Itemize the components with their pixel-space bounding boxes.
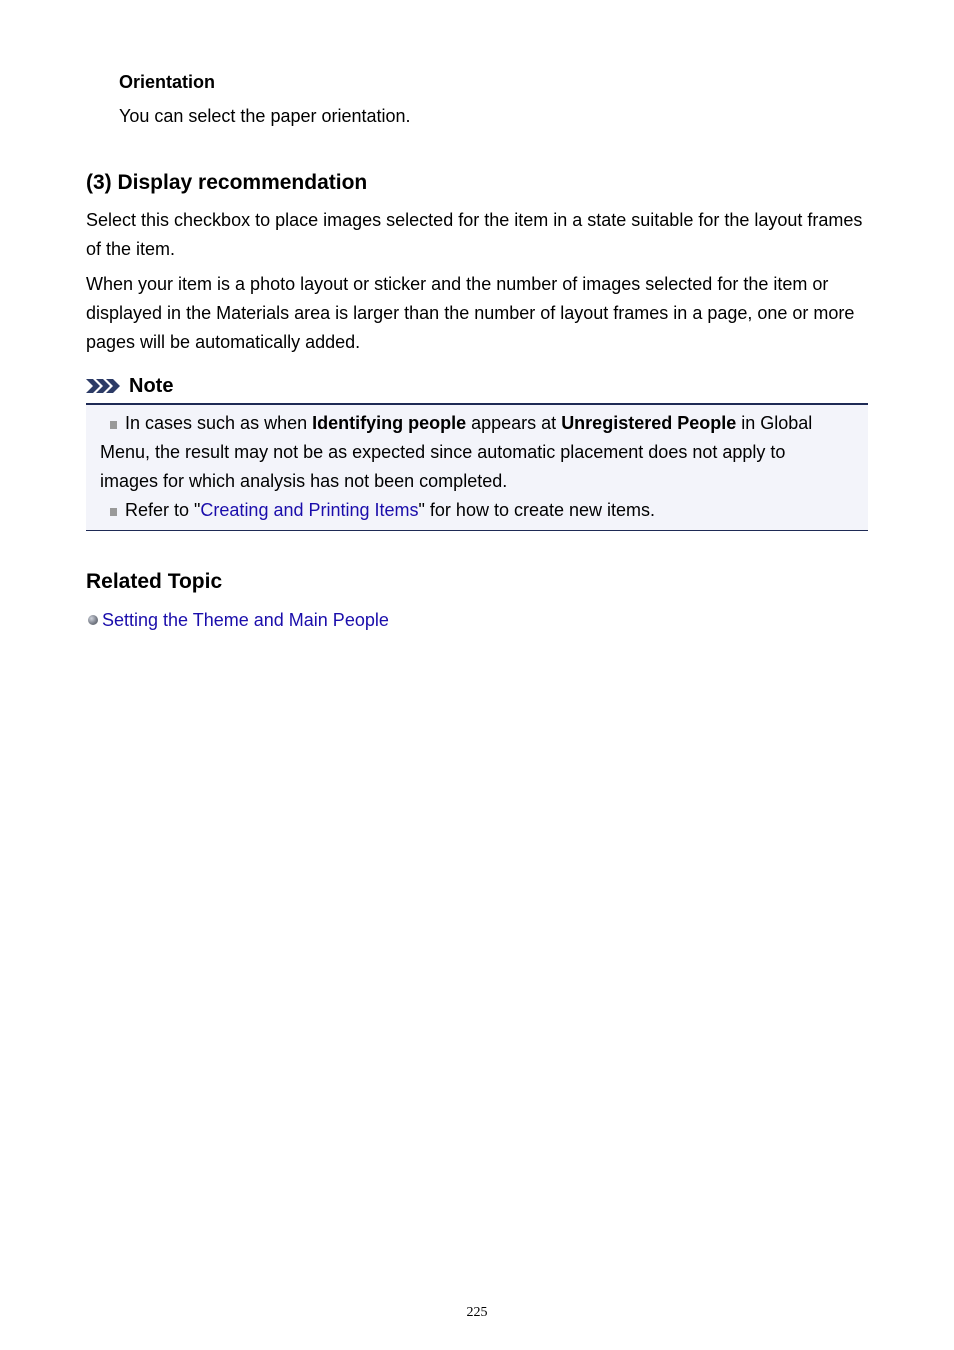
note-header [86, 372, 173, 400]
note-title: Note [129, 375, 174, 397]
square-bullet-icon [110, 508, 117, 516]
note-item-1-line-2: Menu, the result may not be as expected since automatic placement does not apply to [100, 442, 786, 462]
display-recommendation-heading: (3) Display recommendation [86, 171, 368, 194]
note-item-1-line-3: images for which analysis has not been completed. [100, 471, 508, 491]
creating-and-printing-items-link[interactable]: Creating and Printing Items [200, 500, 419, 520]
display-recommendation-paragraph-2: When your item is a photo layout or sticker and the number of images selected for the item or displayed in the Materials area is larger than the number of layout frames in a page, one or more pages will be automatically added. [86, 274, 855, 352]
note-arrows-icon [86, 377, 124, 395]
orientation-term: Orientation [119, 72, 216, 92]
identifying-people-label: Identifying people [312, 413, 467, 433]
page-number: 225 [466, 1305, 488, 1320]
setting-theme-and-main-people-link[interactable]: Setting the Theme and Main People [102, 610, 389, 630]
note-item-1-text-b: appears at [466, 413, 562, 433]
note-item-identifying-people [100, 409, 860, 496]
display-recommendation-paragraph-1: Select this checkbox to place images selected for the item in a state suitable for the layout frames of the item. [86, 210, 863, 259]
note-item-1-line-1-end: in Global [736, 413, 813, 433]
note-item-2-suffix: " for how to create new items. [418, 500, 656, 520]
note-item-1-line-1 [110, 409, 860, 438]
note-item-1-text-a: In cases such as when [125, 413, 313, 433]
note-box [86, 403, 868, 531]
square-bullet-icon [110, 421, 117, 429]
note-item-2-prefix: Refer to " [125, 500, 201, 520]
note-item-creating-items [110, 496, 860, 525]
round-bullet-icon [88, 615, 98, 625]
unregistered-people-label: Unregistered People [561, 413, 737, 433]
related-topic-link-row[interactable] [88, 607, 389, 633]
related-topic-heading: Related Topic [86, 570, 223, 593]
orientation-description: You can select the paper orientation. [119, 106, 411, 126]
